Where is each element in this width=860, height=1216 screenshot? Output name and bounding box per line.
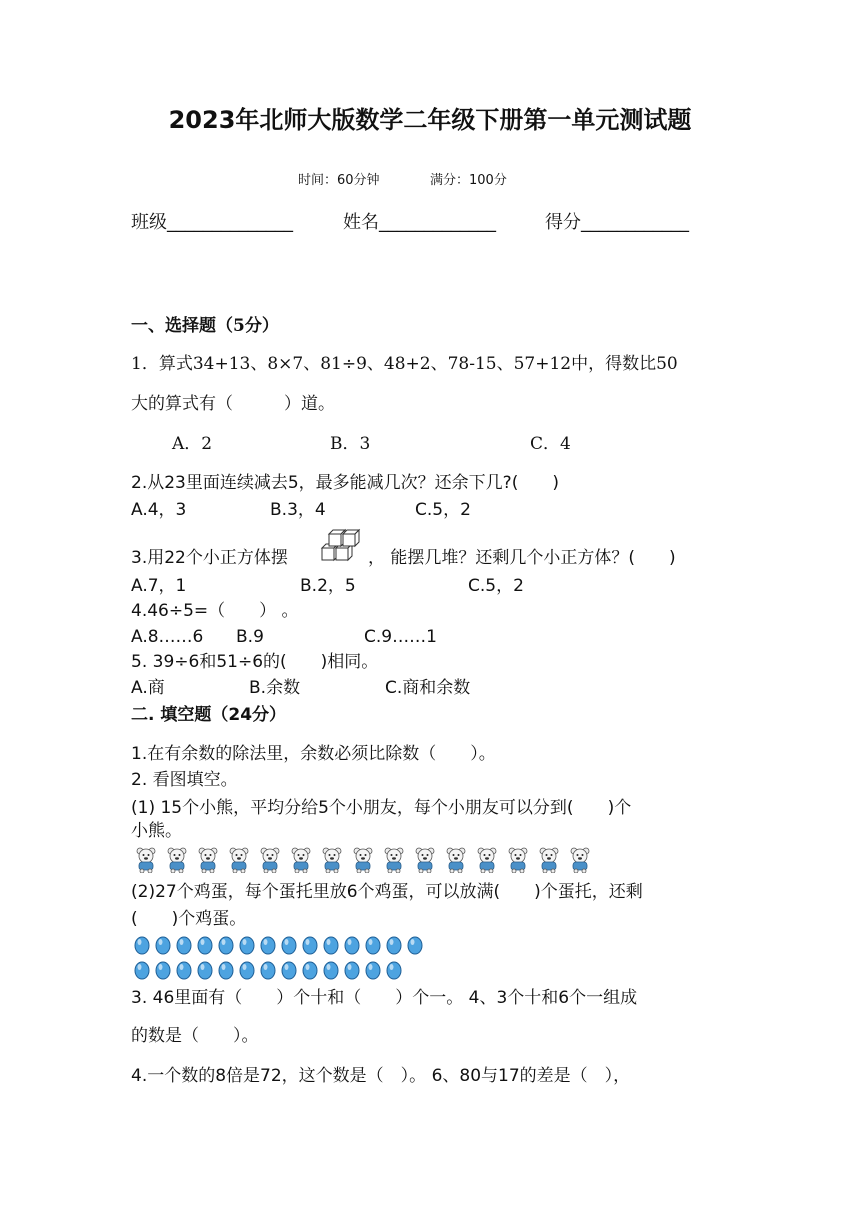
page-title: 2023年北师大版数学二年级下册第一单元测试题 [168, 106, 692, 134]
q3-option-b: B.2，5 [300, 576, 356, 596]
egg-icon [365, 961, 381, 980]
f2-sub2-line1: (2)27个鸡蛋，每个蛋托里放6个鸡蛋，可以放满( )个蛋托，还剩 [131, 882, 643, 902]
egg-icon [155, 936, 171, 955]
egg-icon [386, 936, 402, 955]
q1-option-b: B．3 [330, 434, 371, 454]
bear-icon [381, 847, 407, 873]
f4-line1: 4.一个数的8倍是72，这个数是（ ）。 6、80与17的差是（ ）， [131, 1066, 631, 1086]
egg-icon [365, 936, 381, 955]
egg-icon [218, 936, 234, 955]
egg-icon [344, 961, 360, 980]
bear-row [133, 847, 593, 873]
time-limit: 时间：60分钟 [298, 173, 380, 188]
egg-icon [155, 961, 171, 980]
f3-line2: 的数是（ ）。 [131, 1026, 259, 1046]
egg-icon [323, 961, 339, 980]
egg-icon [134, 936, 150, 955]
egg-icon [239, 936, 255, 955]
section-fill-heading: 二. 填空题（24分） [131, 705, 287, 725]
bear-icon [288, 847, 314, 873]
f3-line1: 3. 46里面有（ ）个十和（ ）个一。 4、3个十和6个一组成 [131, 988, 638, 1008]
q4-option-b: B.9 [236, 627, 264, 647]
f1-text: 1.在有余数的除法里，余数必须比除数（ ）。 [131, 744, 496, 764]
q1-option-a: A．2 [172, 434, 213, 454]
egg-icon [344, 936, 360, 955]
score-field: 得分____________ [545, 212, 689, 233]
egg-icon [281, 936, 297, 955]
q5-text: 5. 39÷6和51÷6的( )相同。 [131, 652, 379, 672]
egg-icon [239, 961, 255, 980]
q4-option-c: C.9……1 [364, 627, 437, 647]
class-field: 班级______________ [131, 212, 293, 233]
bear-icon [226, 847, 252, 873]
q2-option-c: C.5，2 [415, 500, 471, 520]
egg-icon [260, 961, 276, 980]
q5-option-a: A.商 [131, 678, 165, 698]
egg-icon [407, 936, 423, 955]
f2-sub1-line1: (1) 15个小熊，平均分给5个小朋友，每个小朋友可以分到( )个 [131, 798, 632, 818]
q5-option-c: C.商和余数 [385, 678, 471, 698]
bear-icon [536, 847, 562, 873]
q3-text-end: ， 能摆几堆？还剩几个小正方体？( ) [368, 548, 676, 568]
q2-option-b: B.3，4 [270, 500, 326, 520]
egg-icon [197, 936, 213, 955]
section-choice-heading: 一、选择题（5分） [131, 316, 279, 336]
q3-option-a: A.7，1 [131, 576, 187, 596]
q3-text-start: 3.用22个小正方体摆 [131, 548, 288, 568]
bear-icon [319, 847, 345, 873]
q2-option-a: A.4，3 [131, 500, 187, 520]
q4-text: 4.46÷5=（ ） 。 [131, 601, 299, 621]
egg-icon [218, 961, 234, 980]
egg-icon [197, 961, 213, 980]
bear-icon [133, 847, 159, 873]
bear-icon [474, 847, 500, 873]
bear-icon [443, 847, 469, 873]
egg-icon [386, 961, 402, 980]
f2-sub2-line2: ( )个鸡蛋。 [131, 909, 247, 929]
cube-stack-icon [320, 524, 366, 562]
q1-line1: 1．算式34+13、8×7、81÷9、48+2、78-15、57+12中，得数比50 [131, 354, 678, 374]
q3-option-c: C.5，2 [468, 576, 524, 596]
bear-icon [412, 847, 438, 873]
egg-row-1 [134, 936, 423, 955]
q1-line2: 大的算式有（ ）道。 [131, 394, 335, 414]
bear-icon [505, 847, 531, 873]
bear-icon [164, 847, 190, 873]
egg-icon [260, 936, 276, 955]
bear-icon [195, 847, 221, 873]
full-score: 满分：100分 [430, 173, 507, 188]
egg-icon [176, 936, 192, 955]
name-field: 姓名_____________ [343, 212, 496, 233]
q1-option-c: C．4 [530, 434, 571, 454]
egg-icon [302, 961, 318, 980]
q4-option-a: A.8……6 [131, 627, 204, 647]
bear-icon [350, 847, 376, 873]
egg-icon [176, 961, 192, 980]
bear-icon [257, 847, 283, 873]
egg-row-2 [134, 961, 402, 980]
q5-option-b: B.余数 [249, 678, 301, 698]
q2-text: 2.从23里面连续减去5，最多能减几次？还余下几?( ) [131, 473, 559, 493]
egg-icon [281, 961, 297, 980]
bear-icon [567, 847, 593, 873]
f2-text: 2. 看图填空。 [131, 770, 238, 790]
egg-icon [302, 936, 318, 955]
egg-icon [134, 961, 150, 980]
egg-icon [323, 936, 339, 955]
f2-sub1-line2: 小熊。 [131, 821, 182, 841]
